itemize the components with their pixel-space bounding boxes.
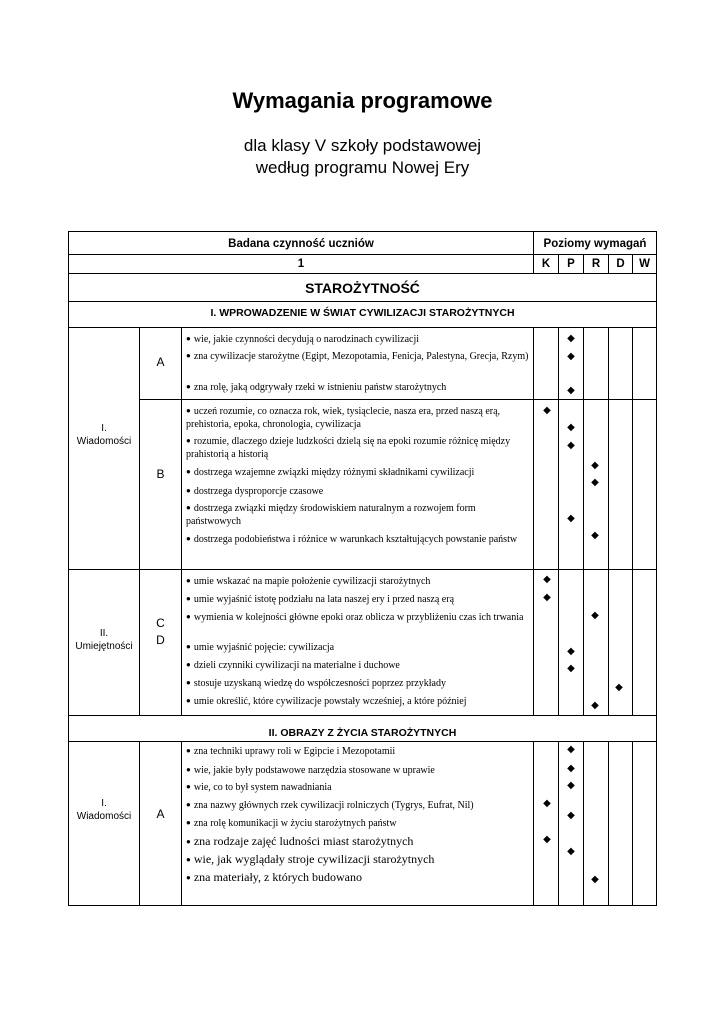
page-title: Wymagania programowe [232, 88, 493, 113]
requirement-item: ● zna rolę komunikacji w życiu starożytnych państw [186, 817, 533, 830]
column-header-activity: Badana czynność uczniów [228, 238, 374, 250]
requirement-item: ● wymienia w kolejności główne epoki oraz oblicza w przybliżeniu czas ich trwania [186, 611, 533, 624]
requirement-item: ● stosuje uzyskaną wiedzę do współczesności poprzez przykłady [186, 677, 533, 690]
requirement-item: ● zna techniki uprawy roli w Egipcie i Mezopotamii [186, 745, 533, 758]
diamond-icon: ◆ [591, 610, 599, 621]
requirement-item: ● wie, jakie były podstawowe narzędzia stosowane w uprawie [186, 764, 533, 777]
requirement-item: ● dostrzega związki między środowiskiem naturalnym a rozwojem form państwowych [186, 502, 533, 528]
requirement-item: ● umie określić, które cywilizacje powstały wcześniej, a które później [186, 695, 533, 708]
era-title: STAROŻYTNOŚĆ [305, 280, 420, 296]
requirement-item: ● umie wyjaśnić pojęcie: cywilizacja [186, 641, 533, 654]
requirement-item: ● umie wyjaśnić istotę podziału na lata naszej ery i przed naszą erą [186, 593, 533, 606]
diamond-icon: ◆ [567, 440, 575, 451]
requirement-item: ● rozumie, dlaczego dzieje ludzkości dzielą się na epoki rozumie różnicę między prahistorią a historią [186, 435, 533, 461]
diamond-icon: ◆ [567, 763, 575, 774]
diamond-icon: ◆ [567, 744, 575, 755]
level-header: D [616, 258, 625, 270]
group-label: B [156, 467, 165, 481]
requirement-item: ● wie, jakie czynności decydują o narodzinach cywilizacji [186, 333, 533, 346]
diamond-icon: ◆ [567, 846, 575, 857]
diamond-icon: ◆ [543, 574, 551, 585]
diamond-icon: ◆ [567, 810, 575, 821]
requirement-item: ● dostrzega podobieństwa i różnice w warunkach kształtujących powstanie państw [186, 533, 533, 546]
diamond-icon: ◆ [567, 422, 575, 433]
diamond-icon: ◆ [567, 663, 575, 674]
requirement-item: ● zna materiały, z których budowano [186, 870, 533, 886]
requirement-item: ● dostrzega dysproporcje czasowe [186, 485, 533, 498]
requirement-item: ● zna rolę, jaką odgrywały rzeki w istnieniu państw starożytnych [186, 381, 533, 394]
category-label: I. Wiadomości [76, 423, 132, 447]
page-subtitle-line2: według programu Nowej Ery [255, 158, 470, 177]
diamond-icon: ◆ [591, 477, 599, 488]
diamond-icon: ◆ [567, 780, 575, 791]
category-label: II. Umiejętności [75, 628, 133, 652]
diamond-icon: ◆ [567, 333, 575, 344]
requirement-item: ● zna cywilizacje starożytne (Egipt, Mezopotamia, Fenicja, Palestyna, Grecja, Rzym) [186, 350, 533, 363]
level-header: K [541, 258, 551, 270]
requirement-item: ● umie wskazać na mapie położenie cywilizacji starożytnych [186, 575, 533, 588]
level-header: W [639, 258, 650, 270]
group-label: C D [156, 616, 165, 647]
diamond-icon: ◆ [591, 460, 599, 471]
column-header-levels: Poziomy wymagań [543, 238, 647, 250]
diamond-icon: ◆ [567, 385, 575, 396]
diamond-icon: ◆ [543, 405, 551, 416]
diamond-icon: ◆ [615, 682, 623, 693]
diamond-icon: ◆ [567, 513, 575, 524]
level-header: R [591, 258, 601, 270]
requirement-item: ● zna nazwy głównych rzek cywilizacji rolniczych (Tygrys, Eufrat, Nil) [186, 799, 533, 812]
group-label: A [156, 355, 165, 369]
diamond-icon: ◆ [543, 798, 551, 809]
group-label: A [156, 807, 165, 821]
column-number: 1 [297, 258, 305, 270]
requirement-item: ● zna rodzaje zajęć ludności miast starożytnych [186, 834, 533, 850]
diamond-icon: ◆ [591, 530, 599, 541]
requirement-item: ● uczeń rozumie, co oznacza rok, wiek, tysiąclecie, nasza era, przed naszą erą, prehistoria, epoka, chronologia, cywilizacja [186, 405, 533, 431]
level-header: P [567, 258, 575, 270]
requirement-item: ● dzieli czynniki cywilizacji na materialne i duchowe [186, 659, 533, 672]
page-subtitle-line1: dla klasy V szkoły podstawowej [243, 136, 482, 155]
diamond-icon: ◆ [567, 646, 575, 657]
section-title: I. WPROWADZENIE W ŚWIAT CYWILIZACJI STAROŻYTNYCH [210, 307, 515, 319]
diamond-icon: ◆ [567, 351, 575, 362]
category-label: I. Wiadomości [76, 798, 132, 822]
diamond-icon: ◆ [543, 592, 551, 603]
requirement-item: ● wie, co to był system nawadniania [186, 781, 533, 794]
requirement-item: ● dostrzega wzajemne związki między różnymi składnikami cywilizacji [186, 466, 533, 479]
requirement-item: ● wie, jak wyglądały stroje cywilizacji starożytnych [186, 852, 533, 868]
section-title: II. OBRAZY Z ŻYCIA STAROŻYTNYCH [268, 727, 457, 739]
diamond-icon: ◆ [543, 834, 551, 845]
diamond-icon: ◆ [591, 874, 599, 885]
diamond-icon: ◆ [591, 700, 599, 711]
